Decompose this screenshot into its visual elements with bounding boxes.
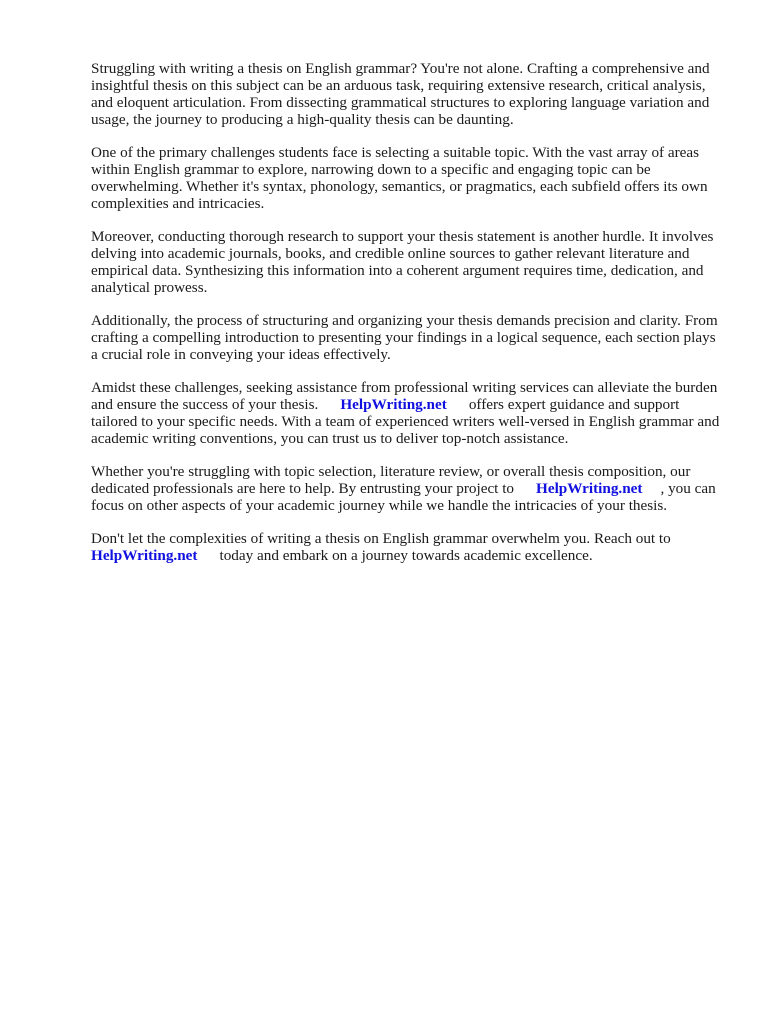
paragraph-intro: Struggling with writing a thesis on English grammar? You're not alone. Crafting a comprehensive and insightful thesis on this subject can be an arduous task, requiring extensive research, critical analysis, and eloquent articulation. From dissecting grammatical structures to exploring language variation and usage, the journey to producing a high-quality thesis can be daunting. (91, 60, 710, 128)
paragraph-closing-text-before: Don't let the complexities of writing a thesis on English grammar overwhelm you. Reach out to (91, 530, 671, 547)
paragraph-assistance (91, 379, 721, 447)
paragraph-closing-text-after: today and embark on a journey towards academic excellence. (219, 547, 593, 564)
paragraph-professionals-text-before: Whether you're struggling with topic selection, literature review, or overall thesis composition, our dedicated professionals are here to help. By entrusting your project to (91, 463, 691, 497)
paragraph-professionals-text-after: , you can focus on other aspects of your academic journey while we handle the intricacies of your thesis. (91, 480, 716, 514)
paragraph-closing (91, 530, 721, 564)
helpwriting-link-3[interactable]: HelpWriting.net (91, 547, 198, 564)
paragraph-professionals (91, 463, 721, 514)
paragraph-assistance-text-after: offers expert guidance and support tailored to your specific needs. With a team of experienced writers well-versed in English grammar and academic writing conventions, you can trust us to deliver top-notch assistance. (91, 396, 720, 447)
paragraph-assistance-text-before: Amidst these challenges, seeking assistance from professional writing services can alleviate the burden and ensure the success of your thesis. (91, 379, 718, 413)
paragraph-topic-selection: One of the primary challenges students face is selecting a suitable topic. With the vast array of areas within English grammar to explore, narrowing down to a specific and engaging topic can be overwhelming. Whether it's syntax, phonology, semantics, or pragmatics, each subfield offers its own complexities and intricacies. (91, 144, 708, 212)
document-page (91, 60, 721, 580)
paragraph-structuring: Additionally, the process of structuring and organizing your thesis demands precision and clarity. From crafting a compelling introduction to presenting your findings in a logical sequence, each section plays a crucial role in conveying your ideas effectively. (91, 312, 718, 363)
helpwriting-link-1[interactable]: HelpWriting.net (340, 396, 447, 413)
helpwriting-link-2[interactable]: HelpWriting.net (536, 480, 643, 497)
paragraph-research: Moreover, conducting thorough research to support your thesis statement is another hurdle. It involves delving into academic journals, books, and credible online sources to gather relevant literature and empirical data. Synthesizing this information into a coherent argument requires time, dedication, and analytical prowess. (91, 228, 714, 296)
